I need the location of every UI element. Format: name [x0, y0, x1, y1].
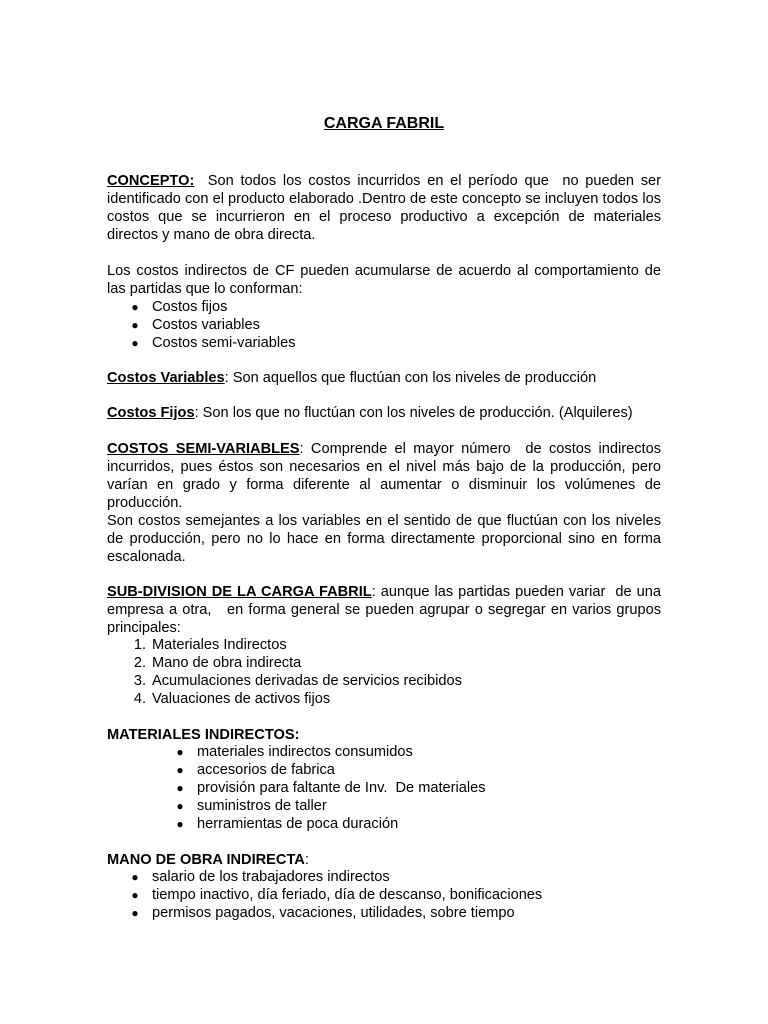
costos-fijos-label: Costos Fijos — [107, 405, 195, 421]
costos-fijos-paragraph: Costos Fijos: Son los que no fluctúan con los niveles de producción. (Alquileres) — [107, 405, 633, 421]
semi-variables-label: COSTOS SEMI-VARIABLES — [107, 441, 300, 457]
list-item: ● salario de los trabajadores indirectos — [131, 869, 390, 885]
list-item: ● suministros de taller — [176, 798, 327, 814]
list-item: ● tiempo inactivo, día feriado, día de descanso, bonificaciones — [131, 887, 543, 903]
list-item: ● materiales indirectos consumidos — [176, 744, 413, 760]
concepto-paragraph — [107, 172, 666, 244]
list-item: ● Costos semi-variables — [131, 335, 296, 351]
list-item: 1. Materiales Indirectos — [133, 637, 287, 653]
concepto-text: Son todos los costos incurridos en el período que no pueden ser identificado con el producto elaborado .Dentro de este concepto se incluyen todos los costos que se incurrieron en el proceso productivo a excepción de materiales directos y mano de obra directa. — [107, 173, 666, 243]
bullet-icon: ● — [176, 799, 184, 813]
bullet-icon: ● — [131, 300, 139, 314]
concepto-label: CONCEPTO: — [107, 173, 195, 189]
list-item: 2. Mano de obra indirecta — [133, 655, 302, 671]
subdivision-list — [133, 636, 661, 708]
materiales-indirectos-heading: MATERIALES INDIRECTOS: — [107, 727, 300, 743]
list-item: ● provisión para faltante de Inv. De materiales — [176, 780, 486, 796]
acumulacion-paragraph: Los costos indirectos de CF pueden acumularse de acuerdo al comportamiento de las partidas que lo conforman: — [107, 263, 661, 297]
costos-variables-label: Costos Variables — [107, 370, 225, 386]
materiales-indirectos-list — [176, 743, 661, 833]
list-item: ● herramientas de poca duración — [176, 816, 399, 832]
list-item: ● accesorios de fabrica — [176, 762, 335, 778]
subdivision-label: SUB-DIVISION DE LA CARGA FABRIL — [107, 584, 372, 600]
semi-variables-paragraph-2: Son costos semejantes a los variables en el sentido de que fluctúan con los niveles de producción, pero no lo hace en forma directamente proporcional sino en forma escalonada. — [107, 513, 661, 565]
list-item: 4. Valuaciones de activos fijos — [133, 691, 331, 707]
costos-variables-paragraph: Costos Variables: Son aquellos que fluctúan con los niveles de producción — [107, 370, 597, 386]
list-item: ● Costos fijos — [131, 299, 228, 315]
bullet-icon: ● — [131, 336, 139, 350]
bullet-icon: ● — [176, 745, 184, 759]
mano-obra-indirecta-heading: MANO DE OBRA INDIRECTA: — [107, 852, 309, 868]
semi-variables-paragraph: COSTOS SEMI-VARIABLES: Comprende el mayor número de costos indirectos incurridos, pues éstos son necesarios en el nivel más bajo de la producción, pero varían en grado y forma diferente al aumentar o disminuir los volúmenes de producción. — [107, 441, 666, 511]
list-item: ● Costos variables — [131, 317, 260, 333]
list-item: ● permisos pagados, vacaciones, utilidades, sobre tiempo — [131, 905, 515, 921]
list-item: 3. Acumulaciones derivadas de servicios recibidos — [133, 673, 462, 689]
bullet-icon: ● — [131, 870, 139, 884]
bullet-icon: ● — [176, 781, 184, 795]
acumulacion-list — [131, 298, 661, 352]
mano-obra-indirecta-list — [131, 868, 661, 922]
document-title: CARGA FABRIL — [323, 115, 445, 132]
subdivision-paragraph: SUB-DIVISION DE LA CARGA FABRIL: aunque las partidas pueden variar de una empresa a otra, en forma general se pueden agrupar o segregar en varios grupos principales: — [107, 584, 670, 636]
bullet-icon: ● — [131, 888, 139, 902]
bullet-icon: ● — [176, 763, 184, 777]
bullet-icon: ● — [131, 318, 139, 332]
bullet-icon: ● — [176, 817, 184, 831]
bullet-icon: ● — [131, 906, 139, 920]
